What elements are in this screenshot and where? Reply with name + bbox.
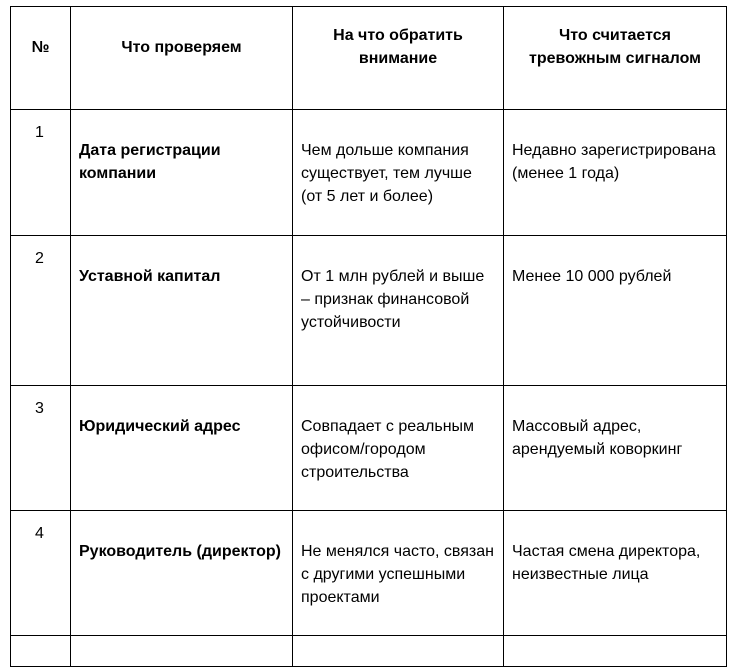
what-we-check-cell xyxy=(71,511,293,636)
table-row xyxy=(11,386,727,511)
alarm-signal-text: Недавно зарегистрирована (менее 1 года) xyxy=(512,142,716,182)
header-alarm-signal-label: Что считается тревожным сигналом xyxy=(529,27,701,67)
header-number xyxy=(11,7,71,110)
row-number: 3 xyxy=(35,400,44,417)
table-header-row xyxy=(11,7,727,110)
alarm-signal-cell xyxy=(504,110,727,236)
what-we-check-text: Руководитель (директор) xyxy=(79,543,281,560)
what-we-check-text: Дата регистрации компании xyxy=(79,142,221,182)
header-what-to-notice-label: На что обратить внимание xyxy=(333,27,463,67)
what-to-notice-cell xyxy=(293,386,504,511)
table-row xyxy=(11,236,727,386)
what-we-check-text: Юридический адрес xyxy=(79,418,241,435)
header-what-to-notice xyxy=(293,7,504,110)
row-number-cell xyxy=(11,110,71,236)
what-to-notice-text: От 1 млн рублей и выше – признак финансовой устойчивости xyxy=(301,268,485,331)
row-number: 2 xyxy=(35,250,44,267)
what-we-check-cell xyxy=(71,636,293,667)
what-we-check-cell xyxy=(71,110,293,236)
what-to-notice-text: Совпадает с реальным офисом/городом строительства xyxy=(301,418,475,481)
alarm-signal-cell xyxy=(504,511,727,636)
alarm-signal-text: Частая смена директора, неизвестные лица xyxy=(512,543,701,583)
alarm-signal-text: Менее 10 000 рублей xyxy=(512,268,672,285)
header-number-label: № xyxy=(31,38,50,56)
header-what-we-check xyxy=(71,7,293,110)
what-to-notice-cell xyxy=(293,110,504,236)
what-we-check-cell xyxy=(71,236,293,386)
table-row xyxy=(11,511,727,636)
table-row xyxy=(11,110,727,236)
row-number-cell xyxy=(11,236,71,386)
what-to-notice-text: Чем дольше компания существует, тем лучше (от 5 лет и более) xyxy=(301,142,472,205)
what-to-notice-cell xyxy=(293,636,504,667)
row-number-cell xyxy=(11,386,71,511)
company-check-table xyxy=(10,6,727,667)
header-what-we-check-label: Что проверяем xyxy=(121,38,242,56)
table-row-partial xyxy=(11,636,727,667)
alarm-signal-cell xyxy=(504,386,727,511)
what-to-notice-cell xyxy=(293,511,504,636)
row-number: 4 xyxy=(35,525,44,542)
alarm-signal-text: Массовый адрес, арендуемый коворкинг xyxy=(512,418,683,458)
what-we-check-text: Уставной капитал xyxy=(79,268,221,285)
row-number-cell xyxy=(11,636,71,667)
alarm-signal-cell xyxy=(504,636,727,667)
what-to-notice-cell xyxy=(293,236,504,386)
header-alarm-signal xyxy=(504,7,727,110)
what-to-notice-text: Не менялся часто, связан с другими успешными проектами xyxy=(301,543,494,606)
alarm-signal-cell xyxy=(504,236,727,386)
row-number: 1 xyxy=(35,124,44,141)
what-we-check-cell xyxy=(71,386,293,511)
row-number-cell xyxy=(11,511,71,636)
